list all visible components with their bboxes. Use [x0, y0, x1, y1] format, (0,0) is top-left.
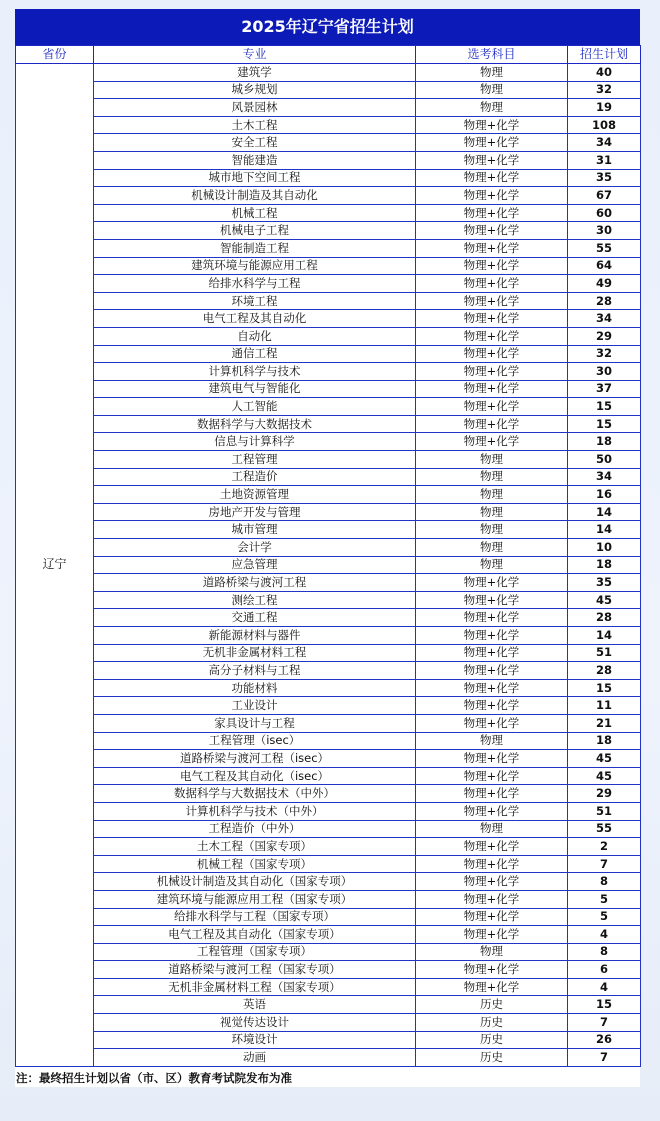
plan-cell: 19: [568, 99, 641, 117]
major-cell: 家具设计与工程: [94, 714, 416, 732]
plan-cell: 7: [568, 855, 641, 873]
major-cell: 工业设计: [94, 697, 416, 715]
major-cell: 安全工程: [94, 134, 416, 152]
table-row: [16, 556, 641, 574]
table-row: [16, 151, 641, 169]
table-row: [16, 187, 641, 205]
plan-cell: 18: [568, 433, 641, 451]
table-row: [16, 574, 641, 592]
table-row: [16, 802, 641, 820]
plan-cell: 14: [568, 503, 641, 521]
major-cell: 道路桥梁与渡河工程（国家专项）: [94, 961, 416, 979]
major-cell: 电气工程及其自动化（国家专项）: [94, 926, 416, 944]
major-cell: 计算机科学与技术: [94, 363, 416, 381]
subject-cell: 物理+化学: [416, 697, 568, 715]
table-row: [16, 327, 641, 345]
plan-cell: 55: [568, 820, 641, 838]
table-row: [16, 943, 641, 961]
subject-cell: 物理+化学: [416, 767, 568, 785]
subject-cell: 物理: [416, 943, 568, 961]
subject-cell: 物理+化学: [416, 644, 568, 662]
major-cell: 机械工程（国家专项）: [94, 855, 416, 873]
header-subject: 选考科目: [416, 46, 568, 64]
major-cell: 给排水科学与工程（国家专项）: [94, 908, 416, 926]
table-row: [16, 767, 641, 785]
plan-cell: 30: [568, 363, 641, 381]
major-cell: 数据科学与大数据技术（中外）: [94, 785, 416, 803]
table-row: [16, 1031, 641, 1049]
subject-cell: 物理+化学: [416, 855, 568, 873]
plan-cell: 11: [568, 697, 641, 715]
table-row: [16, 961, 641, 979]
subject-cell: 物理+化学: [416, 890, 568, 908]
plan-cell: 6: [568, 961, 641, 979]
major-cell: 电气工程及其自动化（isec）: [94, 767, 416, 785]
table-row: [16, 468, 641, 486]
major-cell: 城乡规划: [94, 81, 416, 99]
subject-cell: 物理: [416, 64, 568, 82]
plan-cell: 50: [568, 451, 641, 469]
subject-cell: 物理+化学: [416, 785, 568, 803]
plan-cell: 29: [568, 327, 641, 345]
subject-cell: 物理+化学: [416, 134, 568, 152]
table-row: [16, 714, 641, 732]
major-cell: 土木工程: [94, 116, 416, 134]
major-cell: 建筑电气与智能化: [94, 380, 416, 398]
subject-cell: 物理+化学: [416, 978, 568, 996]
table-row: [16, 996, 641, 1014]
plan-cell: 34: [568, 134, 641, 152]
enrollment-plan-sheet: [15, 9, 640, 1087]
plan-cell: 18: [568, 556, 641, 574]
header-province: 省份: [16, 46, 94, 64]
plan-cell: 15: [568, 996, 641, 1014]
major-cell: 城市地下空间工程: [94, 169, 416, 187]
subject-cell: 物理: [416, 521, 568, 539]
table-row: [16, 1049, 641, 1067]
major-cell: 动画: [94, 1049, 416, 1067]
subject-cell: 物理+化学: [416, 151, 568, 169]
header-major: 专业: [94, 46, 416, 64]
major-cell: 道路桥梁与渡河工程（isec）: [94, 750, 416, 768]
subject-cell: 物理+化学: [416, 257, 568, 275]
major-cell: 工程管理（isec）: [94, 732, 416, 750]
table-row: [16, 521, 641, 539]
table-body: [16, 64, 641, 1067]
plan-cell: 2: [568, 838, 641, 856]
table-row: [16, 627, 641, 645]
table-row: [16, 433, 641, 451]
subject-cell: 物理+化学: [416, 574, 568, 592]
plan-cell: 28: [568, 609, 641, 627]
major-cell: 建筑学: [94, 64, 416, 82]
major-cell: 电气工程及其自动化: [94, 310, 416, 328]
table-row: [16, 662, 641, 680]
table-row: [16, 345, 641, 363]
table-row: [16, 486, 641, 504]
subject-cell: 物理+化学: [416, 415, 568, 433]
table-row: [16, 292, 641, 310]
plan-cell: 5: [568, 890, 641, 908]
subject-cell: 物理: [416, 539, 568, 557]
subject-cell: 物理+化学: [416, 802, 568, 820]
subject-cell: 物理+化学: [416, 345, 568, 363]
major-cell: 交通工程: [94, 609, 416, 627]
subject-cell: 物理: [416, 820, 568, 838]
subject-cell: 物理+化学: [416, 838, 568, 856]
plan-cell: 18: [568, 732, 641, 750]
table-row: [16, 1014, 641, 1032]
major-cell: 通信工程: [94, 345, 416, 363]
table-row: [16, 644, 641, 662]
table-row: [16, 380, 641, 398]
major-cell: 高分子材料与工程: [94, 662, 416, 680]
table-row: [16, 257, 641, 275]
subject-cell: 物理: [416, 503, 568, 521]
plan-cell: 45: [568, 767, 641, 785]
subject-cell: 物理+化学: [416, 609, 568, 627]
plan-cell: 51: [568, 802, 641, 820]
subject-cell: 物理+化学: [416, 292, 568, 310]
subject-cell: 物理: [416, 556, 568, 574]
table-row: [16, 732, 641, 750]
major-cell: 机械工程: [94, 204, 416, 222]
table-row: [16, 785, 641, 803]
enrollment-table: [15, 45, 641, 1067]
major-cell: 道路桥梁与渡河工程: [94, 574, 416, 592]
subject-cell: 物理: [416, 732, 568, 750]
table-row: [16, 890, 641, 908]
major-cell: 智能制造工程: [94, 239, 416, 257]
major-cell: 房地产开发与管理: [94, 503, 416, 521]
plan-cell: 31: [568, 151, 641, 169]
subject-cell: 物理: [416, 99, 568, 117]
major-cell: 无机非金属材料工程: [94, 644, 416, 662]
major-cell: 工程造价: [94, 468, 416, 486]
table-row: [16, 926, 641, 944]
major-cell: 环境设计: [94, 1031, 416, 1049]
table-row: [16, 679, 641, 697]
plan-cell: 28: [568, 662, 641, 680]
subject-cell: 物理+化学: [416, 398, 568, 416]
major-cell: 计算机科学与技术（中外）: [94, 802, 416, 820]
subject-cell: 物理: [416, 451, 568, 469]
plan-cell: 10: [568, 539, 641, 557]
major-cell: 信息与计算科学: [94, 433, 416, 451]
subject-cell: 历史: [416, 996, 568, 1014]
plan-cell: 34: [568, 468, 641, 486]
major-cell: 新能源材料与器件: [94, 627, 416, 645]
major-cell: 自动化: [94, 327, 416, 345]
subject-cell: 物理+化学: [416, 908, 568, 926]
plan-cell: 32: [568, 81, 641, 99]
plan-cell: 35: [568, 574, 641, 592]
subject-cell: 物理: [416, 486, 568, 504]
table-row: [16, 697, 641, 715]
major-cell: 会计学: [94, 539, 416, 557]
plan-cell: 67: [568, 187, 641, 205]
page-title: 2025年辽宁省招生计划: [15, 9, 640, 45]
table-row: [16, 609, 641, 627]
table-row: [16, 239, 641, 257]
subject-cell: 物理+化学: [416, 433, 568, 451]
table-row: [16, 222, 641, 240]
plan-cell: 15: [568, 398, 641, 416]
plan-cell: 26: [568, 1031, 641, 1049]
table-row: [16, 820, 641, 838]
subject-cell: 物理+化学: [416, 169, 568, 187]
subject-cell: 物理+化学: [416, 714, 568, 732]
plan-cell: 37: [568, 380, 641, 398]
plan-cell: 64: [568, 257, 641, 275]
plan-cell: 32: [568, 345, 641, 363]
major-cell: 英语: [94, 996, 416, 1014]
plan-cell: 15: [568, 679, 641, 697]
plan-cell: 4: [568, 978, 641, 996]
table-row: [16, 539, 641, 557]
subject-cell: 物理+化学: [416, 679, 568, 697]
subject-cell: 物理+化学: [416, 116, 568, 134]
subject-cell: 物理+化学: [416, 662, 568, 680]
subject-cell: 物理: [416, 468, 568, 486]
table-row: [16, 750, 641, 768]
footnote: 注：最终招生计划以省（市、区）教育考试院发布为准: [15, 1067, 640, 1087]
table-row: [16, 978, 641, 996]
subject-cell: 物理+化学: [416, 363, 568, 381]
subject-cell: 物理+化学: [416, 239, 568, 257]
subject-cell: 物理+化学: [416, 591, 568, 609]
plan-cell: 14: [568, 521, 641, 539]
plan-cell: 35: [568, 169, 641, 187]
plan-cell: 14: [568, 627, 641, 645]
table-row: [16, 591, 641, 609]
table-row: [16, 855, 641, 873]
plan-cell: 7: [568, 1049, 641, 1067]
subject-cell: 历史: [416, 1049, 568, 1067]
plan-cell: 34: [568, 310, 641, 328]
table-row: [16, 134, 641, 152]
major-cell: 功能材料: [94, 679, 416, 697]
plan-cell: 5: [568, 908, 641, 926]
plan-cell: 15: [568, 415, 641, 433]
plan-cell: 51: [568, 644, 641, 662]
plan-cell: 49: [568, 275, 641, 293]
major-cell: 工程造价（中外）: [94, 820, 416, 838]
subject-cell: 物理+化学: [416, 310, 568, 328]
major-cell: 应急管理: [94, 556, 416, 574]
subject-cell: 历史: [416, 1031, 568, 1049]
province-cell: 辽宁: [16, 64, 94, 1067]
table-row: [16, 204, 641, 222]
table-row: [16, 99, 641, 117]
table-row: [16, 363, 641, 381]
plan-cell: 21: [568, 714, 641, 732]
major-cell: 城市管理: [94, 521, 416, 539]
plan-cell: 40: [568, 64, 641, 82]
subject-cell: 物理+化学: [416, 187, 568, 205]
plan-cell: 29: [568, 785, 641, 803]
major-cell: 机械设计制造及其自动化（国家专项）: [94, 873, 416, 891]
header-plan: 招生计划: [568, 46, 641, 64]
table-row: [16, 310, 641, 328]
table-row: [16, 275, 641, 293]
major-cell: 数据科学与大数据技术: [94, 415, 416, 433]
plan-cell: 60: [568, 204, 641, 222]
major-cell: 给排水科学与工程: [94, 275, 416, 293]
subject-cell: 物理+化学: [416, 327, 568, 345]
major-cell: 环境工程: [94, 292, 416, 310]
table-row: [16, 169, 641, 187]
major-cell: 建筑环境与能源应用工程: [94, 257, 416, 275]
major-cell: 建筑环境与能源应用工程（国家专项）: [94, 890, 416, 908]
subject-cell: 物理+化学: [416, 627, 568, 645]
major-cell: 工程管理（国家专项）: [94, 943, 416, 961]
major-cell: 视觉传达设计: [94, 1014, 416, 1032]
plan-cell: 16: [568, 486, 641, 504]
plan-cell: 7: [568, 1014, 641, 1032]
subject-cell: 物理+化学: [416, 961, 568, 979]
major-cell: 工程管理: [94, 451, 416, 469]
subject-cell: 物理+化学: [416, 222, 568, 240]
table-row: [16, 398, 641, 416]
plan-cell: 8: [568, 873, 641, 891]
table-row: [16, 908, 641, 926]
major-cell: 机械电子工程: [94, 222, 416, 240]
subject-cell: 物理+化学: [416, 926, 568, 944]
major-cell: 测绘工程: [94, 591, 416, 609]
table-header-row: [16, 46, 641, 64]
subject-cell: 物理+化学: [416, 275, 568, 293]
table-row: [16, 451, 641, 469]
major-cell: 风景园林: [94, 99, 416, 117]
table-row: [16, 873, 641, 891]
major-cell: 无机非金属材料工程（国家专项）: [94, 978, 416, 996]
table-row: [16, 64, 641, 82]
major-cell: 土地资源管理: [94, 486, 416, 504]
plan-cell: 28: [568, 292, 641, 310]
subject-cell: 物理+化学: [416, 204, 568, 222]
plan-cell: 108: [568, 116, 641, 134]
plan-cell: 45: [568, 750, 641, 768]
subject-cell: 物理: [416, 81, 568, 99]
table-row: [16, 81, 641, 99]
plan-cell: 45: [568, 591, 641, 609]
major-cell: 人工智能: [94, 398, 416, 416]
subject-cell: 物理+化学: [416, 380, 568, 398]
subject-cell: 物理+化学: [416, 873, 568, 891]
table-row: [16, 503, 641, 521]
plan-cell: 55: [568, 239, 641, 257]
major-cell: 机械设计制造及其自动化: [94, 187, 416, 205]
major-cell: 智能建造: [94, 151, 416, 169]
major-cell: 土木工程（国家专项）: [94, 838, 416, 856]
table-row: [16, 838, 641, 856]
table-row: [16, 415, 641, 433]
plan-cell: 4: [568, 926, 641, 944]
subject-cell: 历史: [416, 1014, 568, 1032]
subject-cell: 物理+化学: [416, 750, 568, 768]
table-row: [16, 116, 641, 134]
plan-cell: 30: [568, 222, 641, 240]
plan-cell: 8: [568, 943, 641, 961]
